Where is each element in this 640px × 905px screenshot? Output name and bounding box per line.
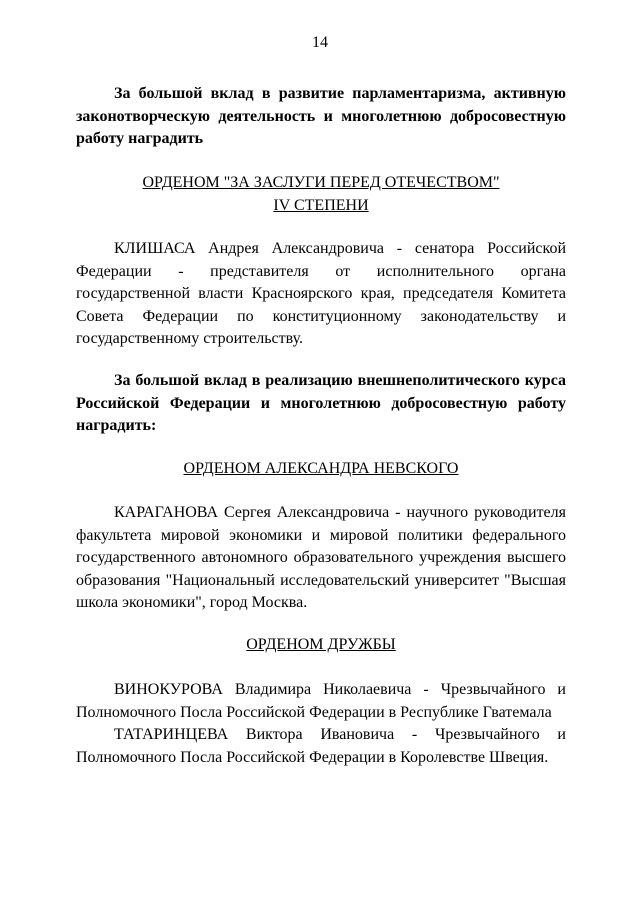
page-number: 14 — [312, 34, 328, 51]
recipient-list-3 — [76, 679, 566, 769]
order-title-2 — [76, 458, 566, 481]
order-title-line: IV СТЕПЕНИ — [273, 196, 369, 214]
recipient-entry: КЛИШАСА Андрея Александровича - сенатора Российской Федерации - представителя от исполнительного органа государственной власти Красноярского края, председателя Комитета Совета Федерации по конституционному законодательству и государственному строительству. — [76, 240, 566, 347]
recipient-list-2 — [76, 502, 566, 615]
order-title-line: ОРДЕНОМ ДРУЖБЫ — [246, 636, 396, 653]
award-intro-2: За большой вклад в реализацию внешнеполитического курса Российской Федерации и многолетнюю добросовестную работу наградить: — [76, 372, 566, 434]
recipient-list-1 — [76, 238, 566, 351]
recipient-entry: ВИНОКУРОВА Владимира Николаевича - Чрезвычайного и Полномочного Посла Российской Федерации в Республике Гватемала — [76, 681, 566, 721]
order-title-3 — [76, 634, 566, 657]
recipient-entry: КАРАГАНОВА Сергея Александровича - научного руководителя факультета мировой экономики и мировой политики федерального государственного автономного образовательного учреждения высшего образования "Национальный исследовательский университет "Высшая школа экономики", город Москва. — [76, 504, 566, 611]
order-title-line: ОРДЕНОМ АЛЕКСАНДРА НЕВСКОГО — [183, 460, 459, 477]
award-intro-1: За большой вклад в развитие парламентаризма, активную законотворческую деятельность и многолетнюю добросовестную работу наградить — [76, 85, 566, 147]
order-title-1 — [76, 172, 566, 217]
recipient-entry: ТАТАРИНЦЕВА Виктора Ивановича - Чрезвычайного и Полномочного Посла Российской Федерации в Королевстве Швеция. — [76, 726, 566, 766]
order-title-line: ОРДЕНОМ "ЗА ЗАСЛУГИ ПЕРЕД ОТЕЧЕСТВОМ" — [142, 174, 500, 191]
